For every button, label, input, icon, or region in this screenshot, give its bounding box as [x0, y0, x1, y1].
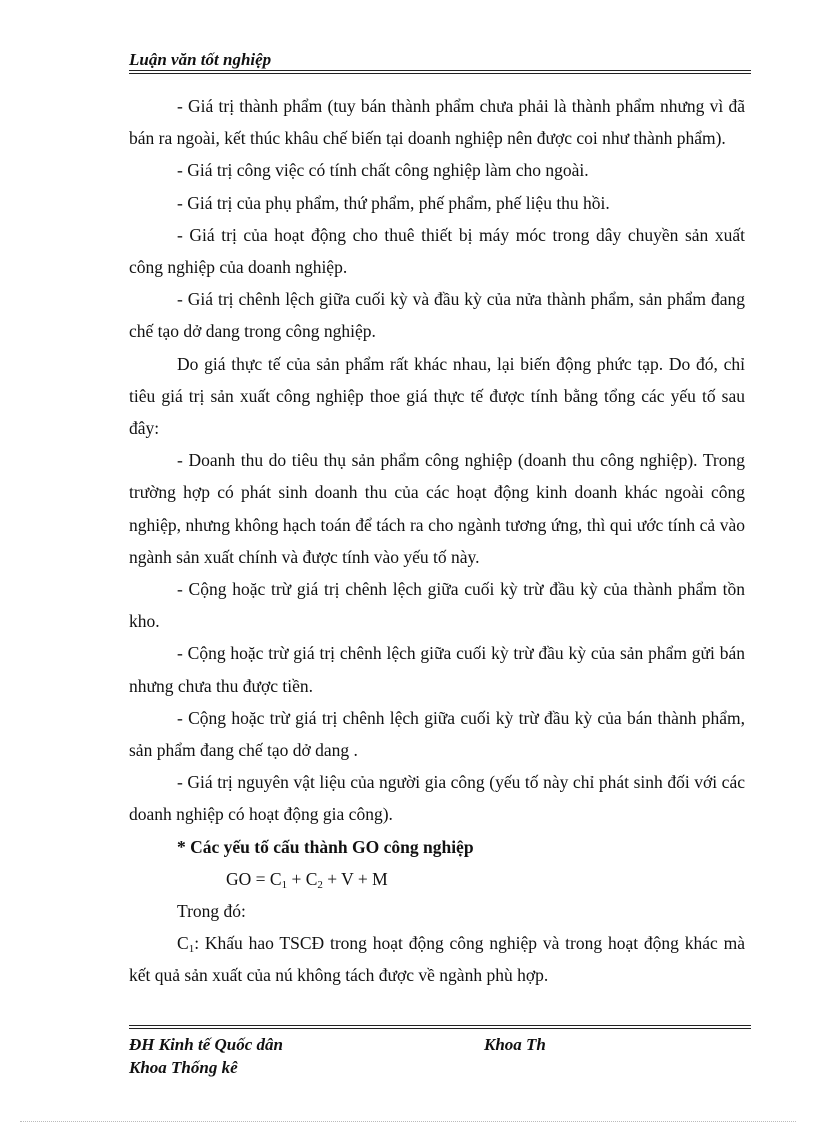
- paragraph-4: - Giá trị của hoạt động cho thuê thiết bị máy móc trong dây chuyền sản xuất công nghiệp của doanh nghiệp.: [129, 224, 745, 278]
- footer-rule-top: [129, 1025, 751, 1026]
- paragraph-10: - Cộng hoặc trừ giá trị chênh lệch giữa cuối kỳ trừ đầu kỳ của bán thành phẩm, sản phẩm đang chế tạo dở dang .: [129, 707, 745, 761]
- go-formula: [129, 863, 745, 895]
- formula-sub-1: 1: [281, 878, 288, 891]
- paragraph-8: - Cộng hoặc trừ giá trị chênh lệch giữa cuối kỳ trừ đầu kỳ của thành phẩm tồn kho.: [129, 579, 745, 632]
- paragraph-7: - Doanh thu do tiêu thụ sản phẩm công nghiệp (doanh thu công nghiệp). Trong trường hợp có phát sinh doanh thu của các hoạt động kinh doanh khác ngoài công nghiệp, nhưng không hạch toán để tách ra cho ngành tương ứng, thì qui ước tính cả vào ngành sản xuất chính và được tính vào yếu tố này.: [129, 450, 745, 567]
- header-rule-top: [129, 70, 751, 71]
- formula-lhs: GO = C: [226, 868, 282, 889]
- header-rule-bottom: [129, 73, 751, 74]
- paragraph-11: - Giá trị nguyên vật liệu của người gia công (yếu tố này chỉ phát sinh đối với các doanh nghiệp có hoạt động gia công).: [129, 772, 745, 825]
- footer-rule-bottom: [129, 1028, 751, 1029]
- paragraph-5: - Giá trị chênh lệch giữa cuối kỳ và đầu kỳ của nửa thành phẩm, sản phẩm đang chế tạo dở dang trong công nghiệp.: [129, 289, 745, 342]
- c1-symbol: C: [177, 933, 189, 954]
- footer-university: ĐH Kinh tế Quốc dân: [129, 1035, 283, 1054]
- footer-right-label: Khoa Th: [484, 1035, 546, 1054]
- page-header-title: Luận văn tốt nghiệp: [129, 50, 272, 69]
- paragraph-3: - Giá trị của phụ phẩm, thứ phẩm, phế phẩm, phế liệu thu hồi.: [177, 192, 610, 213]
- paragraph-1: - Giá trị thành phẩm (tuy bán thành phẩm chưa phải là thành phẩm nhưng vì đã bán ra ngoài, kết thúc khâu chế biến tại doanh nghiệp nên được coi như thành phẩm).: [129, 96, 745, 149]
- footer-faculty: Khoa Thống kê: [129, 1058, 238, 1077]
- document-body: [129, 90, 745, 992]
- c1-definition: [129, 927, 745, 991]
- formula-rhs: + V + M: [322, 868, 388, 889]
- section-heading: * Các yếu tố cấu thành GO công nghiệp: [177, 836, 474, 857]
- c1-subscript: 1: [188, 943, 195, 956]
- c1-text: : Khấu hao TSCĐ trong hoạt động công nghiệp và trong hoạt động khác mà kết quả sản xuất của nú không tách được về ngành phù hợp.: [129, 933, 745, 986]
- paragraph-6: Do giá thực tế của sản phẩm rất khác nhau, lại biến động phức tạp. Do đó, chỉ tiêu giá trị sản xuất công nghiệp thoe giá thực tế được tính bằng tổng các yếu tố sau đây:: [129, 353, 745, 439]
- paragraph-9: - Cộng hoặc trừ giá trị chênh lệch giữa cuối kỳ trừ đầu kỳ của sản phẩm gửi bán nhưng chưa thu được tiền.: [129, 643, 745, 696]
- formula-mid: + C: [287, 868, 318, 889]
- paragraph-2: - Giá trị công việc có tính chất công nghiệp làm cho ngoài.: [177, 160, 589, 181]
- page-footer: [129, 1033, 751, 1079]
- page-edge-dotted-line: [20, 1121, 796, 1122]
- trong-do-label: Trong đó:: [177, 901, 246, 922]
- formula-sub-2: 2: [317, 878, 323, 891]
